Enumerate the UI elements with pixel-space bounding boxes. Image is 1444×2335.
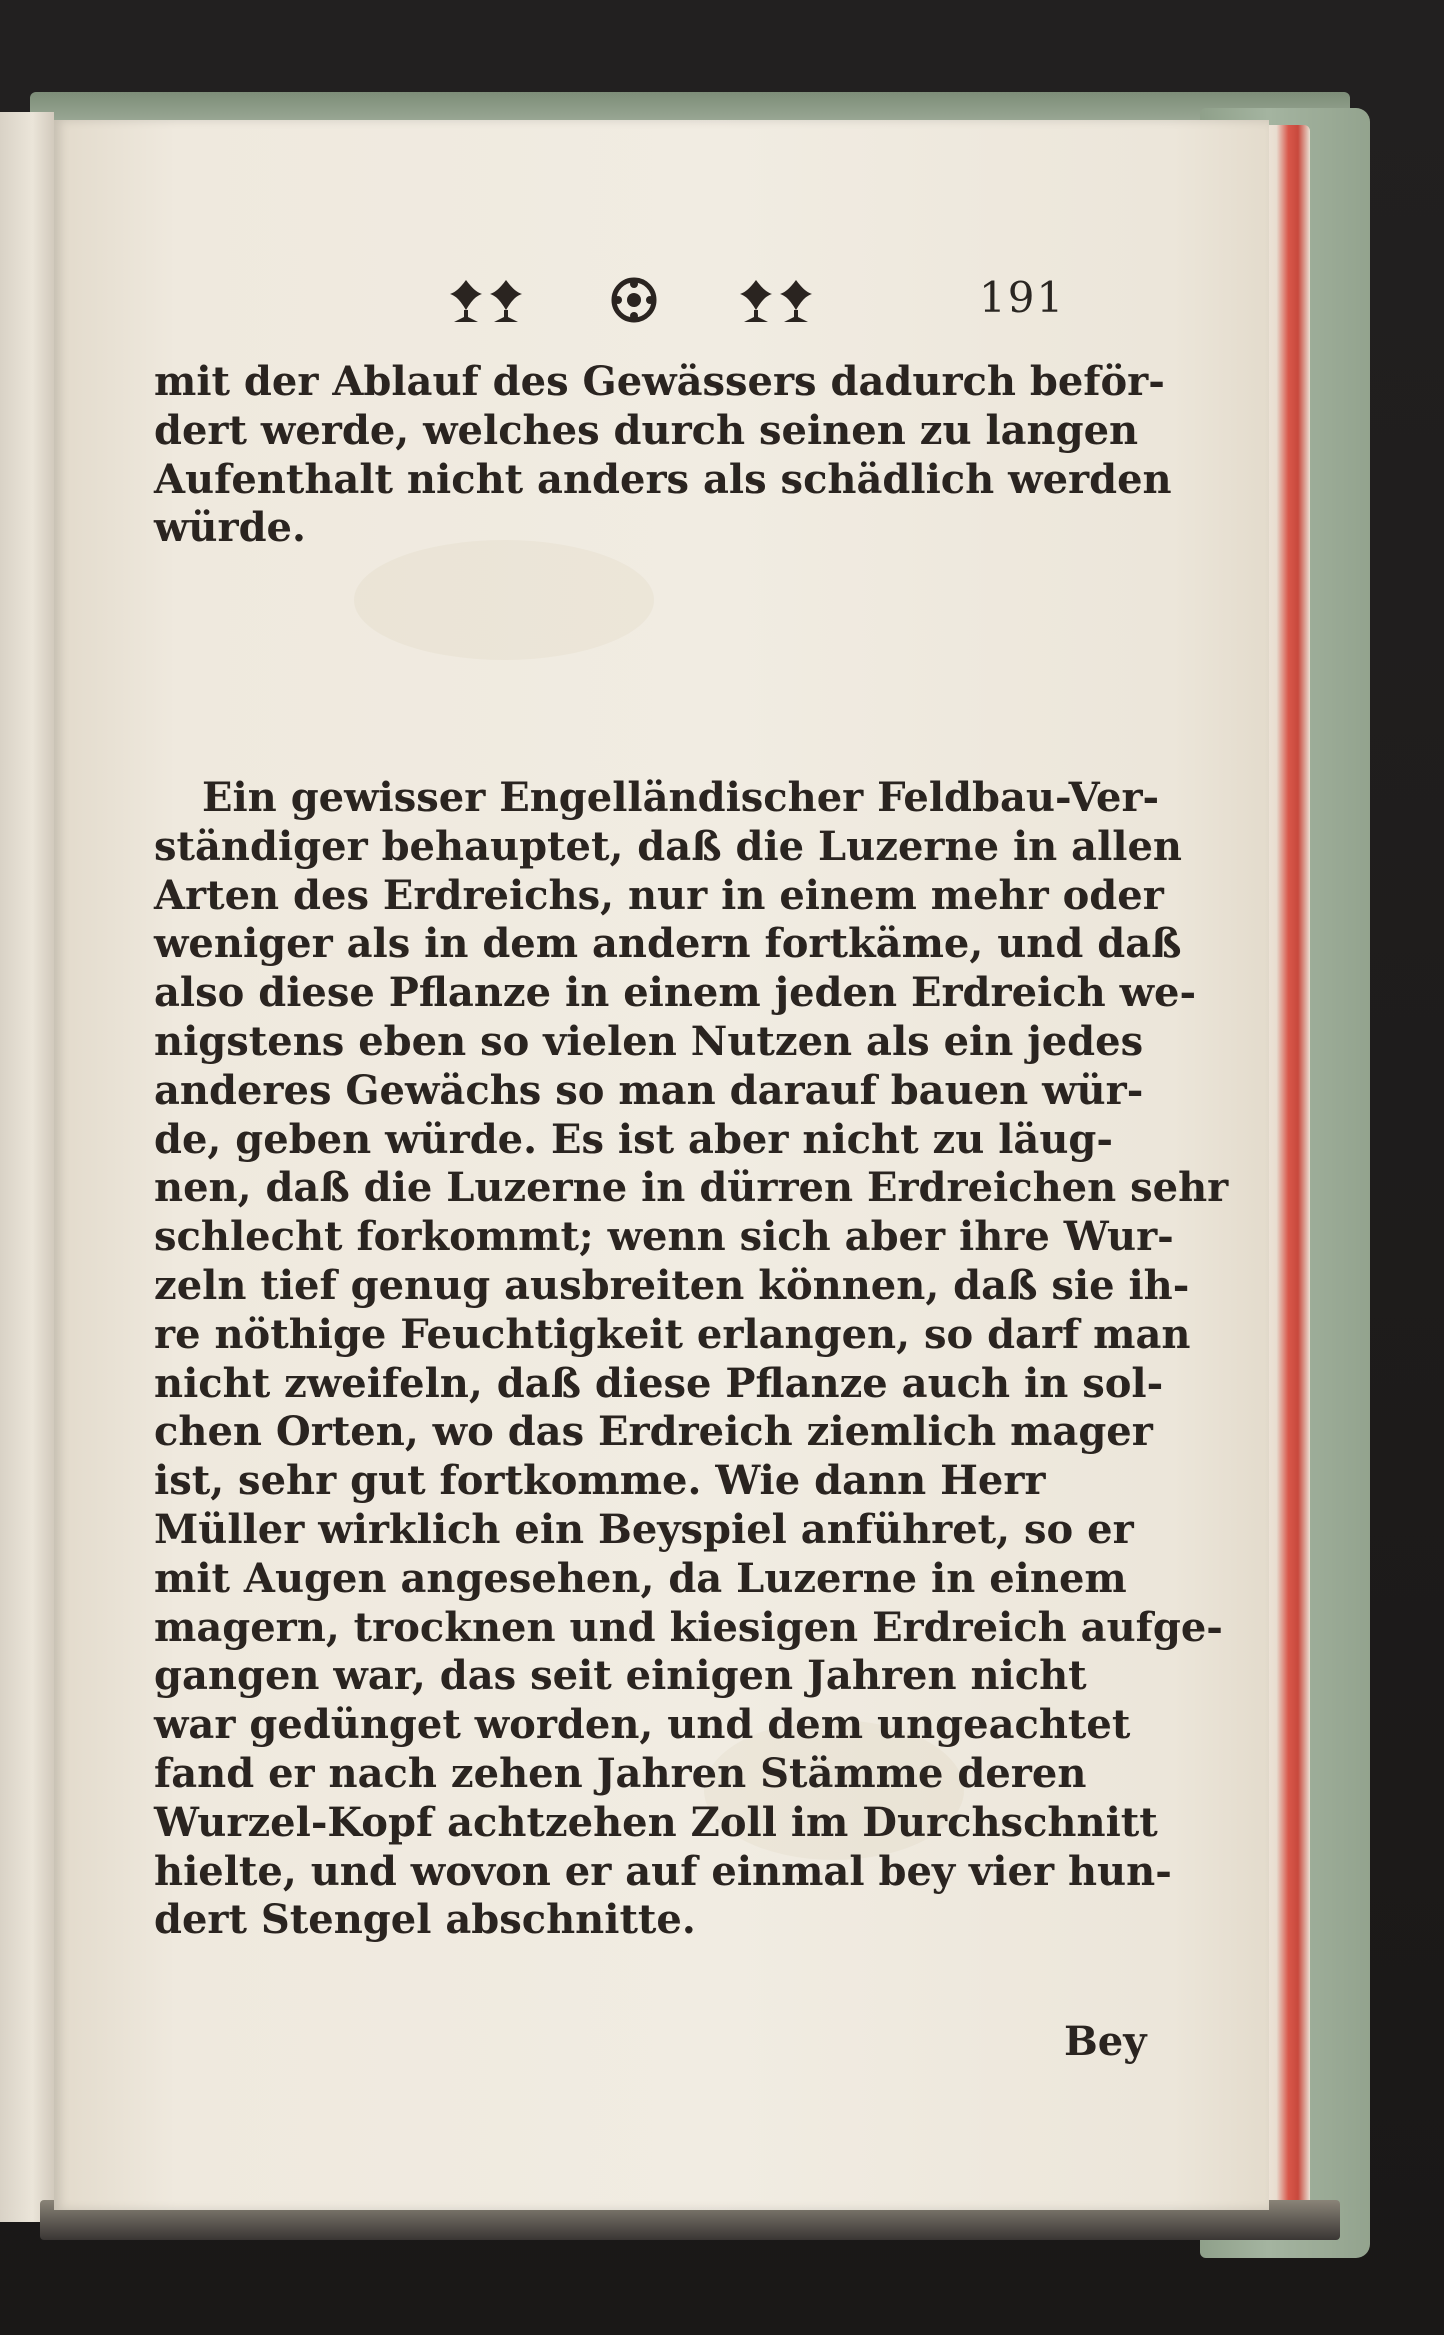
text-line: würde. <box>154 504 306 552</box>
text-line: Aufenthalt nicht anders als schädlich werden <box>154 455 1172 503</box>
text-line: re nöthige Feuchtigkeit erlangen, so darf man <box>154 1310 1191 1358</box>
previous-page-edge <box>0 112 54 2222</box>
text-line: also diese Pflanze in einem jeden Erdreich we- <box>154 969 1197 1017</box>
text-line: magern, trocknen und kiesigen Erdreich aufge- <box>154 1603 1223 1651</box>
text-line: chen Orten, wo das Erdreich ziemlich mager <box>154 1408 1153 1456</box>
rosette-icon <box>606 272 662 328</box>
paragraph-2 <box>154 774 1228 1945</box>
text-line: mit der Ablauf des Gewässers dadurch beför- <box>154 358 1165 405</box>
text-line: ist, sehr gut fortkomme. Wie dann Herr <box>154 1457 1046 1505</box>
text-line: nicht zweifeln, daß diese Pflanze auch in sol- <box>154 1359 1164 1407</box>
text-line: de, geben würde. Es ist aber nicht zu läug- <box>154 1115 1113 1163</box>
text-line: Wurzel-Kopf achtzehen Zoll im Durchschnitt <box>154 1798 1158 1846</box>
book-cover-top-edge <box>30 92 1350 122</box>
catchword: Bey <box>1064 2018 1147 2065</box>
text-line: ständiger behauptet, daß die Luzerne in allen <box>154 822 1182 870</box>
text-line: Müller wirklich ein Beyspiel anführet, so er <box>154 1505 1134 1553</box>
text-line: war gedünget worden, und dem ungeachtet <box>154 1701 1131 1749</box>
floral-ornament-icon <box>734 270 824 330</box>
paper-stain <box>354 540 654 660</box>
text-line: gangen war, das seit einigen Jahren nicht <box>154 1652 1087 1700</box>
text-line: weniger als in dem andern fortkäme, und daß <box>154 920 1182 968</box>
header-ornaments <box>444 265 824 335</box>
text-line: schlecht forkommt; wenn sich aber ihre Wur- <box>154 1213 1174 1261</box>
text-line: hielte, und wovon er auf einmal bey vier hun- <box>154 1847 1172 1895</box>
red-page-edges <box>1262 125 1310 2215</box>
text-line: fand er nach zehen Jahren Stämme deren <box>154 1749 1087 1797</box>
page-number: 191 <box>979 273 1066 322</box>
text-line: Ein gewisser Engelländischer Feldbau-Ver- <box>202 774 1160 821</box>
paragraph-1 <box>154 358 1172 553</box>
text-line: dert werde, welches durch seinen zu langen <box>154 406 1139 454</box>
text-line: anderes Gewächs so man darauf bauen wür- <box>154 1066 1144 1114</box>
text-line: dert Stengel abschnitte. <box>154 1896 696 1944</box>
text-line: zeln tief genug ausbreiten können, daß sie ih- <box>154 1261 1190 1309</box>
page-header <box>54 265 1269 335</box>
text-line: Arten des Erdreichs, nur in einem mehr oder <box>154 871 1164 919</box>
floral-ornament-icon <box>444 270 534 330</box>
text-line: mit Augen angesehen, da Luzerne in einem <box>154 1554 1127 1602</box>
text-line: nigstens eben so vielen Nutzen als ein jedes <box>154 1017 1144 1065</box>
book-page <box>54 120 1269 2210</box>
text-line: nen, daß die Luzerne in dürren Erdreichen sehr <box>154 1164 1229 1212</box>
